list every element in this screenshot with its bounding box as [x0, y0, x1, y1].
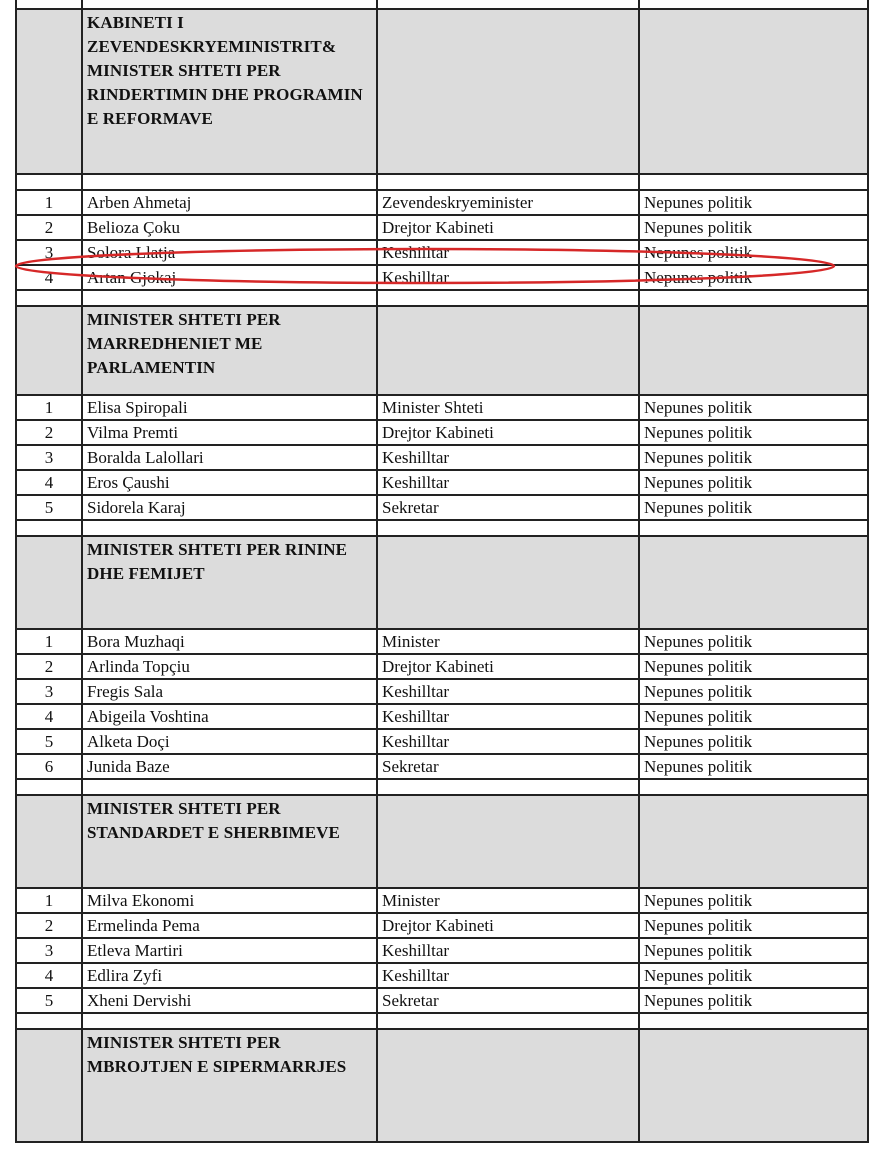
staff-role: Drejtor Kabineti [377, 654, 639, 679]
staff-role: Minister [377, 888, 639, 913]
section-title: MINISTER SHTETI PER MARREDHENIET ME PARLAMENTIN [82, 306, 377, 395]
staff-status: Nepunes politik [639, 963, 868, 988]
section-header [16, 1029, 868, 1142]
spacer-row [16, 290, 868, 306]
table-row [16, 629, 868, 654]
row-number: 3 [16, 445, 82, 470]
table-row [16, 445, 868, 470]
section-title: MINISTER SHTETI PER STANDARDET E SHERBIMEVE [82, 795, 377, 888]
staff-status: Nepunes politik [639, 395, 868, 420]
staff-status: Nepunes politik [639, 704, 868, 729]
table-row [16, 754, 868, 779]
table-row [16, 215, 868, 240]
staff-role: Drejtor Kabineti [377, 420, 639, 445]
section-title: MINISTER SHTETI PER RININE DHE FEMIJET [82, 536, 377, 629]
staff-role: Keshilltar [377, 470, 639, 495]
staff-name: Ermelinda Pema [82, 913, 377, 938]
staff-role: Keshilltar [377, 265, 639, 290]
staff-role: Sekretar [377, 495, 639, 520]
row-number: 2 [16, 215, 82, 240]
staff-name: Eros Çaushi [82, 470, 377, 495]
staff-status: Nepunes politik [639, 240, 868, 265]
staff-role: Keshilltar [377, 963, 639, 988]
staff-status: Nepunes politik [639, 888, 868, 913]
staff-role: Keshilltar [377, 679, 639, 704]
row-number: 3 [16, 679, 82, 704]
staff-status: Nepunes politik [639, 654, 868, 679]
table-row [16, 988, 868, 1013]
staff-role: Drejtor Kabineti [377, 215, 639, 240]
staff-status: Nepunes politik [639, 988, 868, 1013]
section-header [16, 795, 868, 888]
staff-role: Keshilltar [377, 704, 639, 729]
staff-status: Nepunes politik [639, 470, 868, 495]
row-number: 1 [16, 888, 82, 913]
staff-status: Nepunes politik [639, 215, 868, 240]
section-title: MINISTER SHTETI PER MBROJTJEN E SIPERMARRJES [82, 1029, 377, 1142]
staff-name: Milva Ekonomi [82, 888, 377, 913]
spacer-row [16, 779, 868, 795]
row-number: 5 [16, 495, 82, 520]
staff-name: Sidorela Karaj [82, 495, 377, 520]
staff-status: Nepunes politik [639, 729, 868, 754]
staff-status: Nepunes politik [639, 754, 868, 779]
staff-status: Nepunes politik [639, 265, 868, 290]
staff-role: Minister [377, 629, 639, 654]
table-row [16, 729, 868, 754]
table-row [16, 913, 868, 938]
row-number: 4 [16, 963, 82, 988]
table-row [16, 938, 868, 963]
spacer-row [16, 520, 868, 536]
staff-status: Nepunes politik [639, 495, 868, 520]
row-number: 6 [16, 754, 82, 779]
staff-status: Nepunes politik [639, 420, 868, 445]
table-row-highlighted [16, 265, 868, 290]
staff-role: Zevendeskryeminister [377, 190, 639, 215]
staff-name: Solora Llatja [82, 240, 377, 265]
staff-name: Boralda Lalollari [82, 445, 377, 470]
row-number: 2 [16, 913, 82, 938]
row-number: 5 [16, 988, 82, 1013]
staff-status: Nepunes politik [639, 913, 868, 938]
staff-name: Belioza Çoku [82, 215, 377, 240]
staff-role: Keshilltar [377, 729, 639, 754]
row-number: 2 [16, 420, 82, 445]
staff-table [15, 0, 869, 1143]
table-row [16, 240, 868, 265]
table-row [16, 420, 868, 445]
spacer-row [16, 174, 868, 190]
staff-name: Artan Gjokaj [82, 265, 377, 290]
staff-status: Nepunes politik [639, 190, 868, 215]
staff-status: Nepunes politik [639, 629, 868, 654]
table-row [16, 704, 868, 729]
staff-role: Drejtor Kabineti [377, 913, 639, 938]
row-number: 3 [16, 240, 82, 265]
section-header [16, 9, 868, 174]
staff-name: Fregis Sala [82, 679, 377, 704]
staff-role: Sekretar [377, 754, 639, 779]
staff-role: Minister Shteti [377, 395, 639, 420]
staff-name: Etleva Martiri [82, 938, 377, 963]
staff-status: Nepunes politik [639, 445, 868, 470]
staff-name: Junida Baze [82, 754, 377, 779]
section-title: KABINETI I ZEVENDESKRYEMINISTRIT& MINISTER SHTETI PER RINDERTIMIN DHE PROGRAMIN E REFORMAVE [82, 9, 377, 174]
table-row [16, 654, 868, 679]
staff-name: Edlira Zyfi [82, 963, 377, 988]
staff-name: Xheni Dervishi [82, 988, 377, 1013]
staff-role: Sekretar [377, 988, 639, 1013]
table-top-row [16, 0, 868, 9]
staff-status: Nepunes politik [639, 938, 868, 963]
table-row [16, 190, 868, 215]
staff-name: Abigeila Voshtina [82, 704, 377, 729]
section-header [16, 536, 868, 629]
row-number: 2 [16, 654, 82, 679]
row-number: 4 [16, 470, 82, 495]
section-header [16, 306, 868, 395]
staff-name: Vilma Premti [82, 420, 377, 445]
spacer-row [16, 1013, 868, 1029]
row-number: 1 [16, 190, 82, 215]
staff-role: Keshilltar [377, 445, 639, 470]
row-number: 1 [16, 395, 82, 420]
staff-name: Elisa Spiropali [82, 395, 377, 420]
row-number: 1 [16, 629, 82, 654]
row-number: 5 [16, 729, 82, 754]
staff-name: Alketa Doçi [82, 729, 377, 754]
table-row [16, 495, 868, 520]
table-row [16, 679, 868, 704]
staff-name: Arlinda Topçiu [82, 654, 377, 679]
table-row [16, 395, 868, 420]
table-row [16, 963, 868, 988]
staff-role: Keshilltar [377, 938, 639, 963]
staff-name: Arben Ahmetaj [82, 190, 377, 215]
row-number: 4 [16, 704, 82, 729]
row-number: 4 [16, 265, 82, 290]
staff-role: Keshilltar [377, 240, 639, 265]
table-row [16, 470, 868, 495]
row-number: 3 [16, 938, 82, 963]
staff-name: Bora Muzhaqi [82, 629, 377, 654]
table-row [16, 888, 868, 913]
staff-status: Nepunes politik [639, 679, 868, 704]
